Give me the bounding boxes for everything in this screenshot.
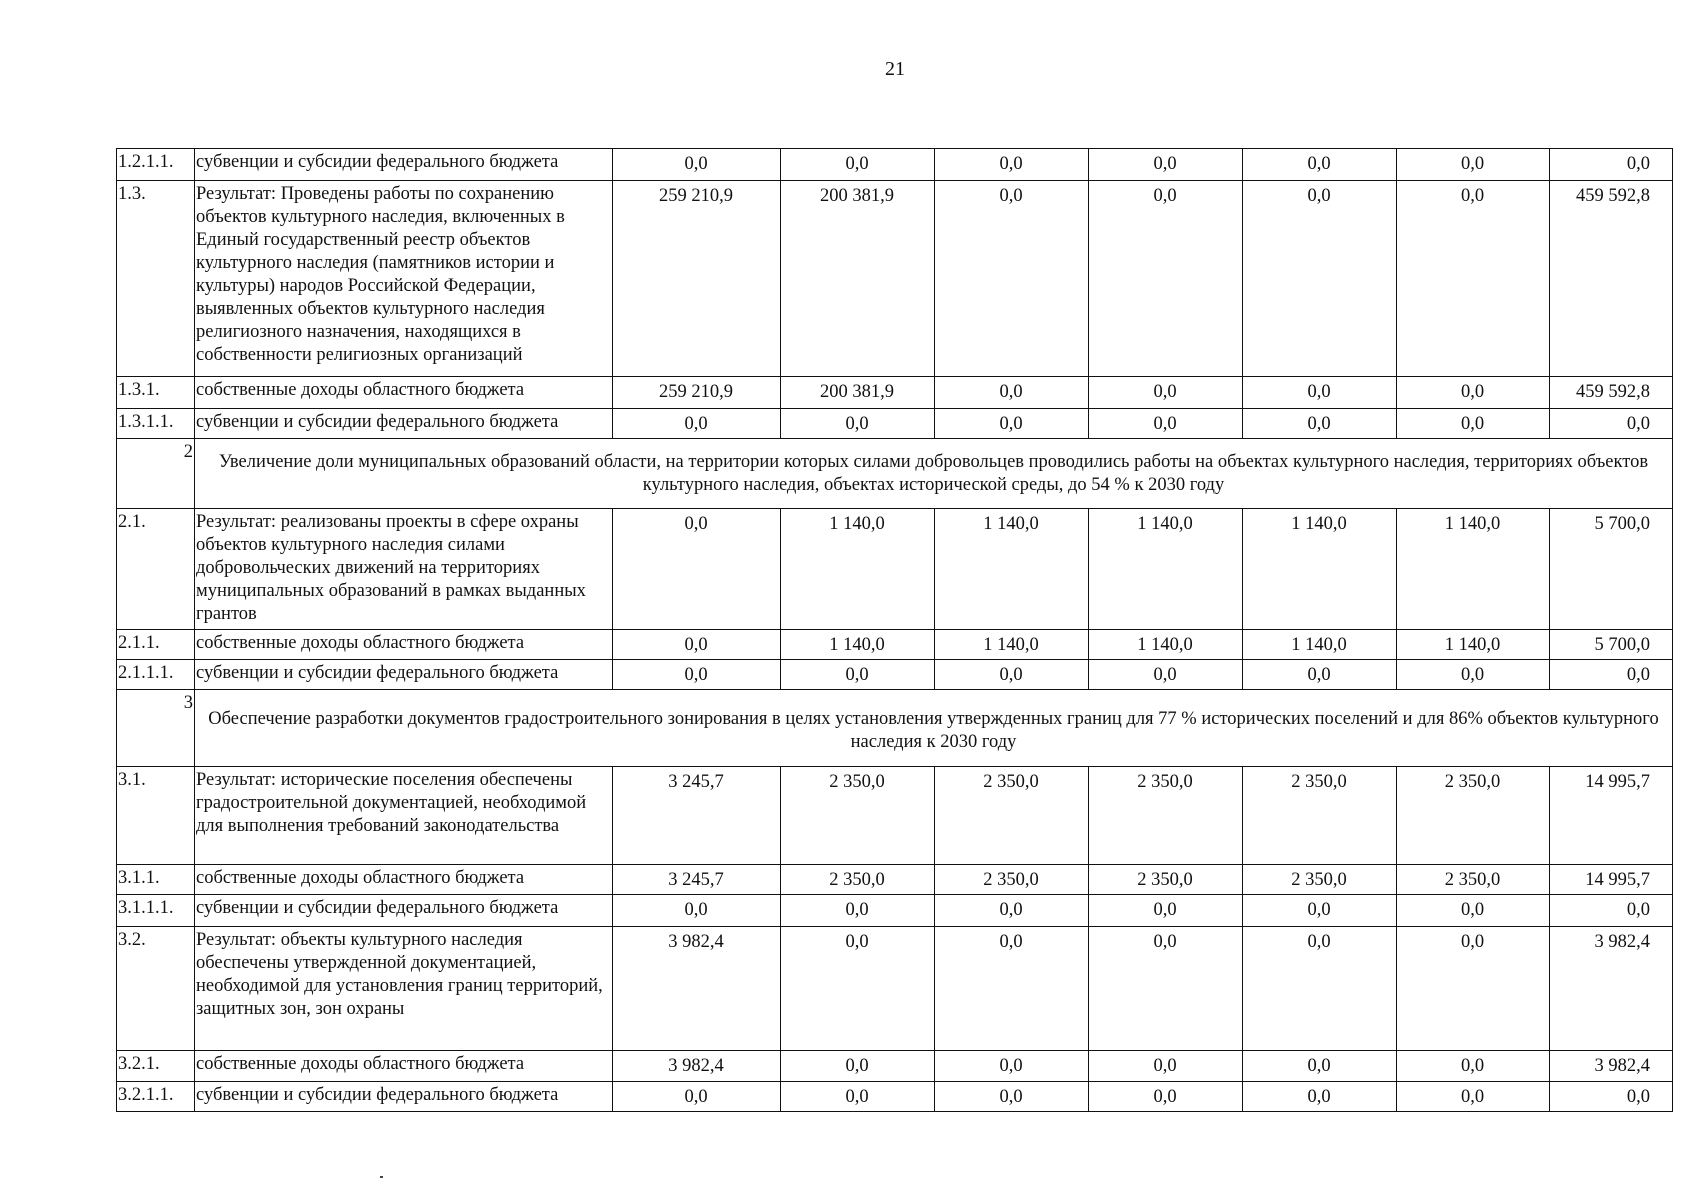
table-row bbox=[117, 630, 1673, 660]
section-number: 2 bbox=[117, 439, 195, 509]
total-value-cell: 459 592,8 bbox=[1550, 377, 1673, 409]
section-title: Обеспечение разработки документов градостроительного зонирования в целях установления утвержденных границ для 77 % исторических поселений и для 86% объектов культурного наследия к 2030 году bbox=[195, 690, 1673, 767]
value-cell: 2 350,0 bbox=[1089, 865, 1243, 895]
value-cell: 0,0 bbox=[1243, 1082, 1397, 1112]
total-value-cell: 3 982,4 bbox=[1550, 927, 1673, 1051]
table-row bbox=[117, 149, 1673, 181]
value-cell: 0,0 bbox=[1089, 895, 1243, 927]
value-cell: 0,0 bbox=[935, 660, 1089, 690]
value-cell: 0,0 bbox=[613, 409, 781, 439]
value-cell: 2 350,0 bbox=[781, 767, 935, 865]
total-value-cell: 14 995,7 bbox=[1550, 767, 1673, 865]
scan-speck bbox=[380, 1176, 383, 1178]
value-cell: 0,0 bbox=[781, 895, 935, 927]
section-title: Увеличение доли муниципальных образований области, на территории которых силами добровольцев проводились работы на объектах культурного наследия, территориях объектов культурного наследия, объектах исторической среды, до 54 % к 2030 году bbox=[195, 439, 1673, 509]
value-cell: 0,0 bbox=[1243, 895, 1397, 927]
total-value-cell: 0,0 bbox=[1550, 409, 1673, 439]
value-cell: 0,0 bbox=[935, 1082, 1089, 1112]
row-code: 2.1.1.1. bbox=[117, 660, 195, 690]
row-description: Результат: исторические поселения обеспечены градостроительной документацией, необходимой для выполнения требований законодательства bbox=[195, 767, 613, 865]
value-cell: 1 140,0 bbox=[1089, 630, 1243, 660]
row-code: 1.3. bbox=[117, 181, 195, 377]
value-cell: 0,0 bbox=[1243, 149, 1397, 181]
section-number: 3 bbox=[117, 690, 195, 767]
value-cell: 0,0 bbox=[781, 149, 935, 181]
value-cell: 0,0 bbox=[613, 1082, 781, 1112]
value-cell: 0,0 bbox=[1089, 377, 1243, 409]
value-cell: 0,0 bbox=[935, 895, 1089, 927]
value-cell: 3 245,7 bbox=[613, 865, 781, 895]
value-cell: 2 350,0 bbox=[1397, 865, 1550, 895]
table-row bbox=[117, 895, 1673, 927]
table-row bbox=[117, 767, 1673, 865]
row-description: собственные доходы областного бюджета bbox=[195, 1051, 613, 1082]
value-cell: 0,0 bbox=[613, 630, 781, 660]
row-code: 3.2. bbox=[117, 927, 195, 1051]
value-cell: 0,0 bbox=[935, 377, 1089, 409]
row-description: субвенции и субсидии федерального бюджета bbox=[195, 895, 613, 927]
table-row bbox=[117, 927, 1673, 1051]
value-cell: 0,0 bbox=[1243, 660, 1397, 690]
row-code: 1.2.1.1. bbox=[117, 149, 195, 181]
table-row bbox=[117, 509, 1673, 630]
total-value-cell: 5 700,0 bbox=[1550, 509, 1673, 630]
row-description: собственные доходы областного бюджета bbox=[195, 865, 613, 895]
table-row bbox=[117, 181, 1673, 377]
value-cell: 0,0 bbox=[1397, 181, 1550, 377]
value-cell: 0,0 bbox=[781, 1051, 935, 1082]
value-cell: 2 350,0 bbox=[1089, 767, 1243, 865]
value-cell: 3 245,7 bbox=[613, 767, 781, 865]
value-cell: 1 140,0 bbox=[935, 630, 1089, 660]
value-cell: 0,0 bbox=[781, 409, 935, 439]
value-cell: 0,0 bbox=[1397, 409, 1550, 439]
value-cell: 0,0 bbox=[1397, 377, 1550, 409]
value-cell: 0,0 bbox=[781, 927, 935, 1051]
value-cell: 1 140,0 bbox=[781, 509, 935, 630]
value-cell: 200 381,9 bbox=[781, 181, 935, 377]
value-cell: 0,0 bbox=[1089, 1082, 1243, 1112]
value-cell: 0,0 bbox=[1397, 1082, 1550, 1112]
table-row bbox=[117, 409, 1673, 439]
value-cell: 259 210,9 bbox=[613, 377, 781, 409]
value-cell: 0,0 bbox=[1089, 181, 1243, 377]
value-cell: 1 140,0 bbox=[935, 509, 1089, 630]
value-cell: 1 140,0 bbox=[1397, 630, 1550, 660]
value-cell: 0,0 bbox=[1089, 149, 1243, 181]
value-cell: 0,0 bbox=[1243, 377, 1397, 409]
value-cell: 1 140,0 bbox=[781, 630, 935, 660]
value-cell: 0,0 bbox=[613, 509, 781, 630]
value-cell: 0,0 bbox=[1397, 1051, 1550, 1082]
total-value-cell: 14 995,7 bbox=[1550, 865, 1673, 895]
value-cell: 3 982,4 bbox=[613, 1051, 781, 1082]
row-description: Результат: реализованы проекты в сфере охраны объектов культурного наследия силами добровольческих движений на территориях муниципальных образований в рамках выданных грантов bbox=[195, 509, 613, 630]
value-cell: 3 982,4 bbox=[613, 927, 781, 1051]
value-cell: 1 140,0 bbox=[1243, 630, 1397, 660]
value-cell: 0,0 bbox=[935, 149, 1089, 181]
total-value-cell: 0,0 bbox=[1550, 1082, 1673, 1112]
value-cell: 0,0 bbox=[935, 927, 1089, 1051]
value-cell: 0,0 bbox=[613, 660, 781, 690]
row-description: субвенции и субсидии федерального бюджета bbox=[195, 409, 613, 439]
row-code: 1.3.1. bbox=[117, 377, 195, 409]
budget-table bbox=[116, 148, 1673, 1112]
value-cell: 0,0 bbox=[1243, 1051, 1397, 1082]
total-value-cell: 0,0 bbox=[1550, 895, 1673, 927]
row-code: 3.2.1.1. bbox=[117, 1082, 195, 1112]
row-description: субвенции и субсидии федерального бюджета bbox=[195, 149, 613, 181]
table-row bbox=[117, 660, 1673, 690]
value-cell: 0,0 bbox=[1089, 927, 1243, 1051]
row-description: собственные доходы областного бюджета bbox=[195, 377, 613, 409]
value-cell: 2 350,0 bbox=[1243, 865, 1397, 895]
value-cell: 0,0 bbox=[1089, 660, 1243, 690]
value-cell: 0,0 bbox=[935, 1051, 1089, 1082]
value-cell: 0,0 bbox=[1243, 181, 1397, 377]
row-description: Результат: объекты культурного наследия обеспечены утвержденной документацией, необходимой для установления границ территорий, защитных зон, зон охраны bbox=[195, 927, 613, 1051]
value-cell: 0,0 bbox=[1397, 660, 1550, 690]
row-code: 3.1.1.1. bbox=[117, 895, 195, 927]
row-description: субвенции и субсидии федерального бюджета bbox=[195, 1082, 613, 1112]
row-code: 3.1. bbox=[117, 767, 195, 865]
page-number: 21 bbox=[885, 58, 905, 80]
value-cell: 0,0 bbox=[935, 181, 1089, 377]
total-value-cell: 0,0 bbox=[1550, 149, 1673, 181]
value-cell: 2 350,0 bbox=[1397, 767, 1550, 865]
row-description: собственные доходы областного бюджета bbox=[195, 630, 613, 660]
section-row bbox=[117, 439, 1673, 509]
value-cell: 1 140,0 bbox=[1089, 509, 1243, 630]
value-cell: 0,0 bbox=[1089, 409, 1243, 439]
value-cell: 200 381,9 bbox=[781, 377, 935, 409]
row-code: 2.1. bbox=[117, 509, 195, 630]
row-code: 2.1.1. bbox=[117, 630, 195, 660]
value-cell: 1 140,0 bbox=[1397, 509, 1550, 630]
total-value-cell: 0,0 bbox=[1550, 660, 1673, 690]
table-row bbox=[117, 1051, 1673, 1082]
row-code: 3.2.1. bbox=[117, 1051, 195, 1082]
row-description: субвенции и субсидии федерального бюджета bbox=[195, 660, 613, 690]
total-value-cell: 5 700,0 bbox=[1550, 630, 1673, 660]
value-cell: 0,0 bbox=[935, 409, 1089, 439]
value-cell: 259 210,9 bbox=[613, 181, 781, 377]
value-cell: 0,0 bbox=[1397, 149, 1550, 181]
value-cell: 0,0 bbox=[1243, 927, 1397, 1051]
section-row bbox=[117, 690, 1673, 767]
value-cell: 0,0 bbox=[1089, 1051, 1243, 1082]
value-cell: 2 350,0 bbox=[935, 767, 1089, 865]
value-cell: 0,0 bbox=[613, 149, 781, 181]
value-cell: 0,0 bbox=[1397, 895, 1550, 927]
value-cell: 2 350,0 bbox=[1243, 767, 1397, 865]
table-row bbox=[117, 1082, 1673, 1112]
value-cell: 1 140,0 bbox=[1243, 509, 1397, 630]
value-cell: 0,0 bbox=[1397, 927, 1550, 1051]
value-cell: 0,0 bbox=[1243, 409, 1397, 439]
total-value-cell: 459 592,8 bbox=[1550, 181, 1673, 377]
value-cell: 2 350,0 bbox=[781, 865, 935, 895]
total-value-cell: 3 982,4 bbox=[1550, 1051, 1673, 1082]
value-cell: 2 350,0 bbox=[935, 865, 1089, 895]
table-row bbox=[117, 865, 1673, 895]
row-description: Результат: Проведены работы по сохранению объектов культурного наследия, включенных в Единый государственный реестр объектов культурного наследия (памятников истории и культуры) народов Российской Федерации, выявленных объектов культурного наследия религиозного назначения, находящихся в собственности религиозных организаций bbox=[195, 181, 613, 377]
value-cell: 0,0 bbox=[613, 895, 781, 927]
table-row bbox=[117, 377, 1673, 409]
row-code: 1.3.1.1. bbox=[117, 409, 195, 439]
value-cell: 0,0 bbox=[781, 660, 935, 690]
value-cell: 0,0 bbox=[781, 1082, 935, 1112]
row-code: 3.1.1. bbox=[117, 865, 195, 895]
